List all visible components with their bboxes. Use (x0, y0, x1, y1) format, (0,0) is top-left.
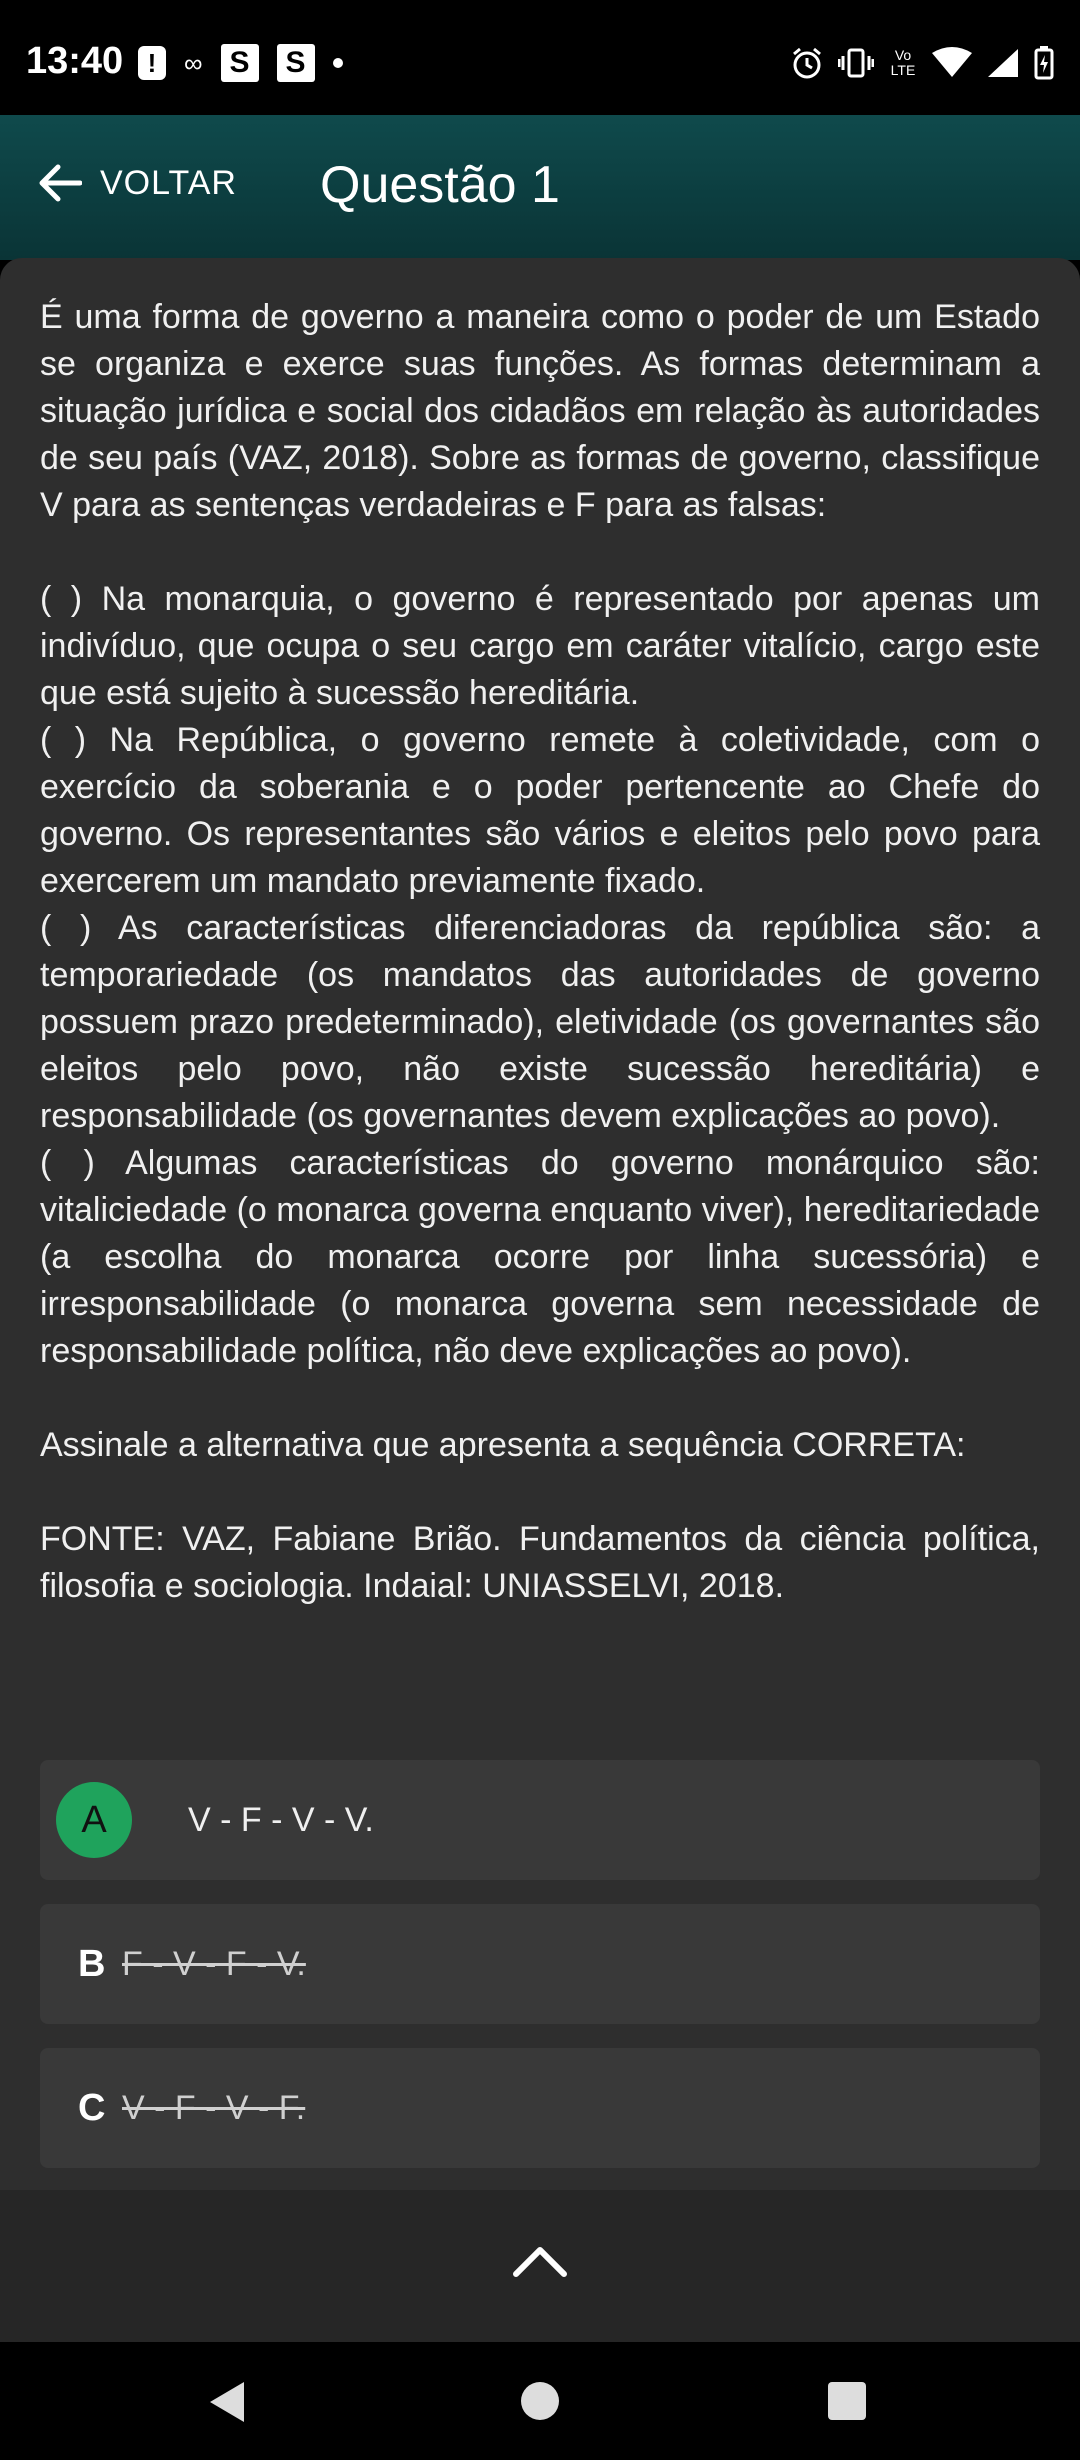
s-app-icon: S (277, 44, 315, 82)
nav-back-icon[interactable] (208, 2380, 248, 2424)
app-bar (0, 115, 1080, 260)
nav-home-icon[interactable] (521, 2382, 559, 2420)
status-time: 13:40 (26, 40, 124, 82)
page-title: Questão 1 (320, 156, 560, 214)
option-b-letter: B (78, 1942, 106, 1985)
system-icons (790, 46, 1054, 80)
option-c-letter: C (78, 2086, 106, 2129)
question-text (40, 294, 1040, 1610)
wifi-icon (932, 47, 972, 79)
statement-4: ( ) Algumas características do governo monárquico são: vitaliciedade (o monarca governa enquanto viver), hereditariedade (a escolha do monarca ocorre por linha sucessória) e irresponsabilidade (o monarca governa sem necessidade de responsabilidade política, não deve explicações ao povo). (40, 1144, 1040, 1370)
option-c-text: V - F - V - F. (122, 2088, 306, 2127)
status-bar (0, 0, 1080, 115)
arrow-left-icon (36, 163, 82, 203)
option-b[interactable] (40, 1904, 1040, 2024)
navigation-bar (0, 2342, 1080, 2460)
volte-icon: Vo LTE (890, 47, 916, 78)
notification-icons (138, 44, 343, 82)
alarm-icon (790, 46, 824, 80)
option-a-text: V - F - V - V. (188, 1800, 374, 1839)
question-content[interactable] (0, 258, 1080, 2190)
link-icon: ∞ (184, 47, 203, 78)
back-label: VOLTAR (100, 163, 237, 202)
statement-2: ( ) Na República, o governo remete à coletividade, com o exercício da soberania e o poder pertencente ao Chefe do governo. Os representantes são vários e eleitos pelo povo para exercerem um mandato previamente fixado. (40, 721, 1040, 900)
statement-3: ( ) As características diferenciadoras da república são: a temporariedade (os mandatos das autoridades de governo possuem prazo predeterminado), eletividade (os governantes são eleitos pelo povo, não existe sucessão hereditária) e responsabilidade (os governantes devem explicações ao povo). (40, 909, 1040, 1135)
battery-charging-icon (1034, 46, 1054, 80)
option-c[interactable] (40, 2048, 1040, 2168)
option-a-badge: A (56, 1782, 132, 1858)
nav-recents-icon[interactable] (828, 2382, 866, 2420)
question-source: FONTE: VAZ, Fabiane Brião. Fundamentos da ciência política, filosofia e sociologia. Indaial: UNIASSELVI, 2018. (40, 1520, 1040, 1605)
question-prompt: Assinale a alternativa que apresenta a sequência CORRETA: (40, 1426, 966, 1464)
question-intro: É uma forma de governo a maneira como o poder de um Estado se organiza e exerce suas funções. As formas determinam a situação jurídica e social dos cidadãos em relação às autoridades de seu país (VAZ, 2018). Sobre as formas de governo, classifique V para as sentenças verdadeiras e F para as falsas: (40, 298, 1040, 524)
option-a[interactable] (40, 1760, 1040, 1880)
signal-icon (986, 47, 1020, 79)
dot-icon (333, 58, 343, 68)
back-button[interactable] (36, 163, 237, 203)
vibrate-icon (838, 46, 874, 80)
statement-1: ( ) Na monarquia, o governo é representado por apenas um indivíduo, que ocupa o seu cargo em caráter vitalício, cargo este que está sujeito à sucessão hereditária. (40, 580, 1040, 712)
chevron-up-icon[interactable] (510, 2240, 570, 2280)
alert-icon: ! (138, 46, 166, 80)
s-app-icon: S (221, 44, 259, 82)
option-b-text: F - V - F - V. (122, 1944, 306, 1983)
bottom-panel (0, 2190, 1080, 2342)
